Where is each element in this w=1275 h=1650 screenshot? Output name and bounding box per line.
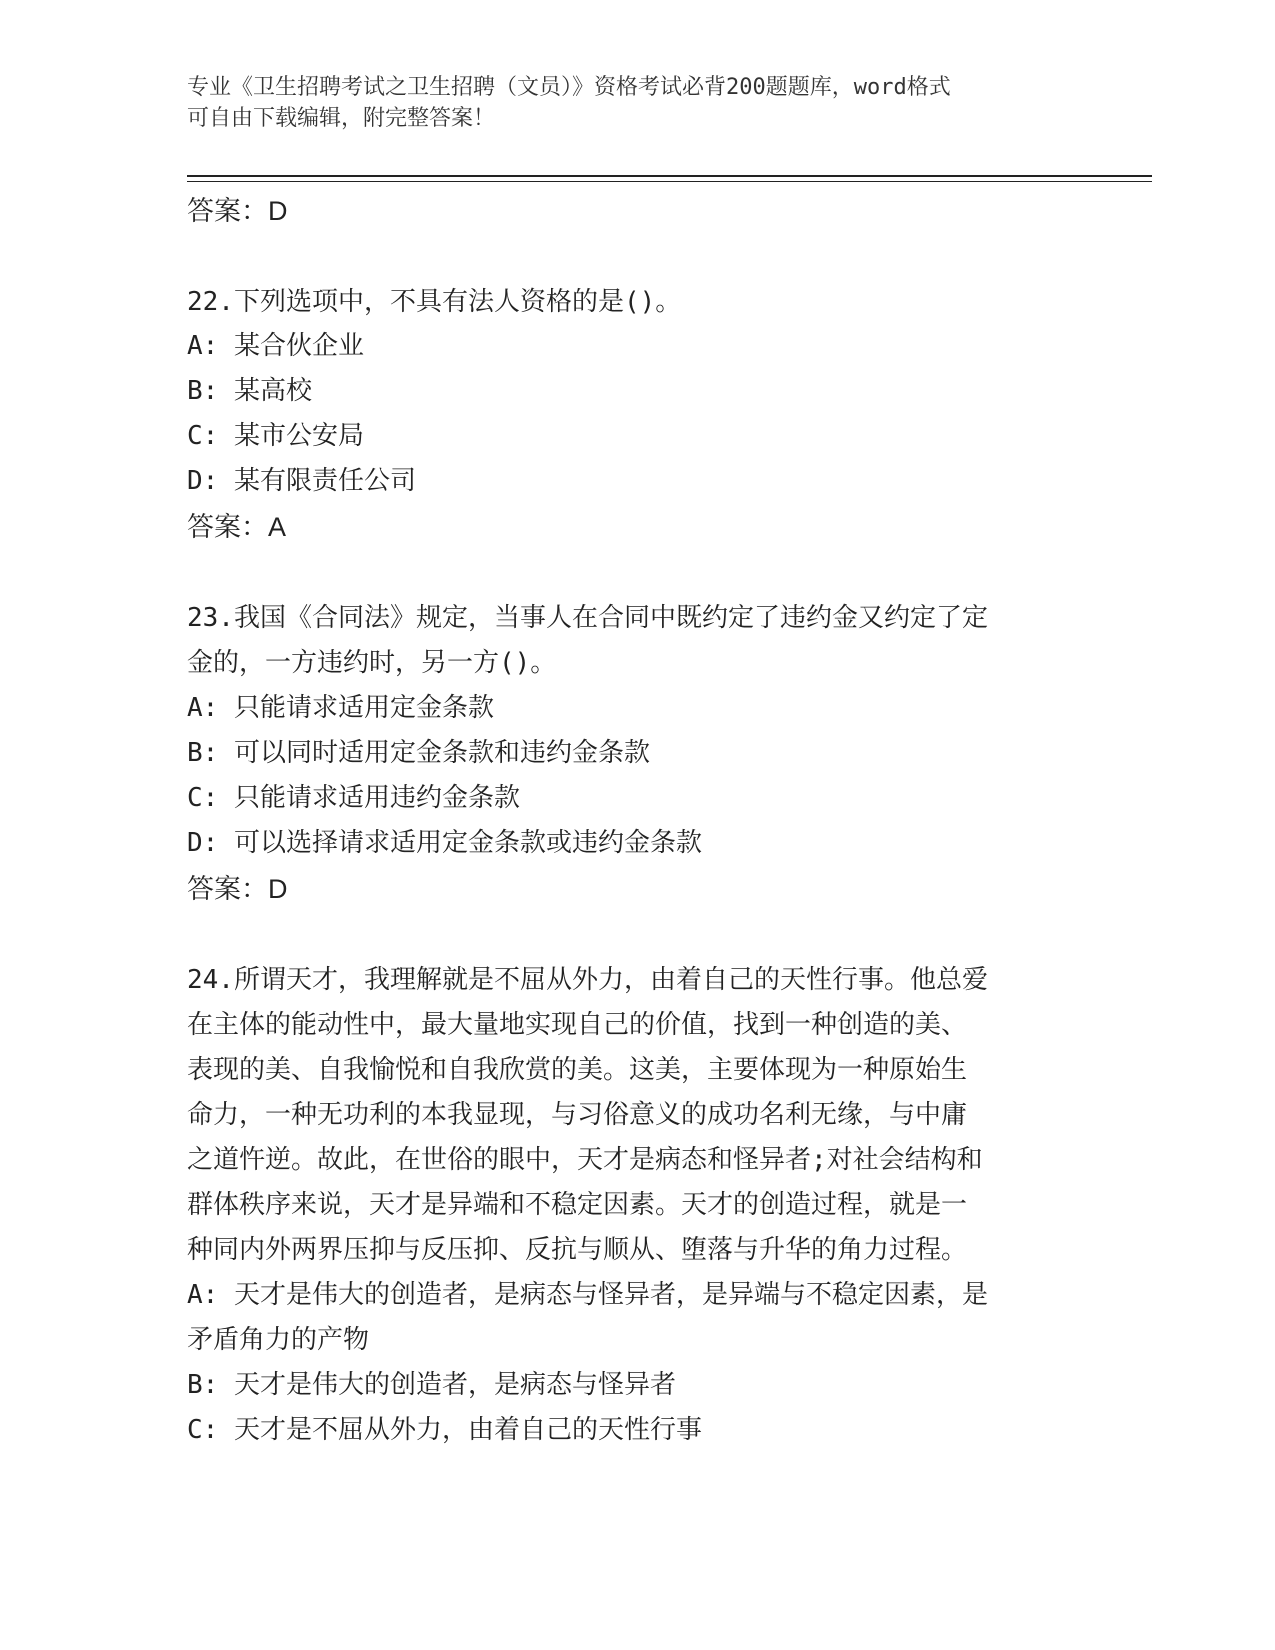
q23-option-a: A: 只能请求适用定金条款 <box>187 693 494 723</box>
question-23 <box>187 596 1087 912</box>
spacer <box>187 234 1087 280</box>
question-22-text: 22.下列选项中，不具有法人资格的是()。 <box>187 287 682 317</box>
header-title-line-2: 可自由下载编辑，附完整答案！ <box>187 106 496 131</box>
question-23-text-line-2: 金的，一方违约时，另一方()。 <box>187 648 557 678</box>
header-title-line-1: 专业《卫生招聘考试之卫生招聘（文员）》资格考试必背200题题库，word格式 <box>187 75 951 100</box>
question-24 <box>187 958 1087 1453</box>
q24-option-b: B: 天才是伟大的创造者，是病态与怪异者 <box>187 1370 676 1400</box>
document-body <box>187 188 1087 1453</box>
q22-option-b: B: 某高校 <box>187 376 312 406</box>
question-24-text-line-5: 之道忤逆。故此，在世俗的眼中，天才是病态和怪异者;对社会结构和 <box>187 1145 983 1175</box>
answer-q22: 答案：A <box>187 512 287 542</box>
question-24-text-line-6: 群体秩序来说，天才是异端和不稳定因素。天才的创造过程，就是一 <box>187 1190 968 1220</box>
question-24-text-line-7: 种同内外两界压抑与反压抑、反抗与顺从、堕落与升华的角力过程。 <box>187 1235 968 1265</box>
answer-q21: 答案：D <box>187 196 288 226</box>
question-24-text-line-2: 在主体的能动性中，最大量地实现自己的价值，找到一种创造的美、 <box>187 1010 968 1040</box>
q23-option-c: C: 只能请求适用违约金条款 <box>187 783 520 813</box>
q23-option-b: B: 可以同时适用定金条款和违约金条款 <box>187 738 650 768</box>
q22-option-c: C: 某市公安局 <box>187 421 364 451</box>
q24-option-a-line-2: 矛盾角力的产物 <box>187 1325 370 1355</box>
header-rule-thin <box>187 181 1152 182</box>
header-rule-thick <box>187 175 1152 177</box>
spacer <box>187 912 1087 958</box>
q23-option-d: D: 可以选择请求适用定金条款或违约金条款 <box>187 828 702 858</box>
question-22 <box>187 280 1087 550</box>
spacer <box>187 550 1087 596</box>
q22-option-a: A: 某合伙企业 <box>187 331 364 361</box>
q22-option-d: D: 某有限责任公司 <box>187 466 416 496</box>
question-24-text-line-4: 命力，一种无功利的本我显现，与习俗意义的成功名利无缘，与中庸 <box>187 1100 968 1130</box>
document-header <box>187 72 1087 134</box>
question-24-text-line-1: 24.所谓天才，我理解就是不屈从外力，由着自己的天性行事。他总爱 <box>187 965 988 995</box>
q24-option-c: C: 天才是不屈从外力，由着自己的天性行事 <box>187 1415 702 1445</box>
question-23-text-line-1: 23.我国《合同法》规定，当事人在合同中既约定了违约金又约定了定 <box>187 603 988 633</box>
q24-option-a-line-1: A: 天才是伟大的创造者，是病态与怪异者，是异端与不稳定因素，是 <box>187 1280 988 1310</box>
question-24-text-line-3: 表现的美、自我愉悦和自我欣赏的美。这美，主要体现为一种原始生 <box>187 1055 968 1085</box>
answer-q23: 答案：D <box>187 874 288 904</box>
